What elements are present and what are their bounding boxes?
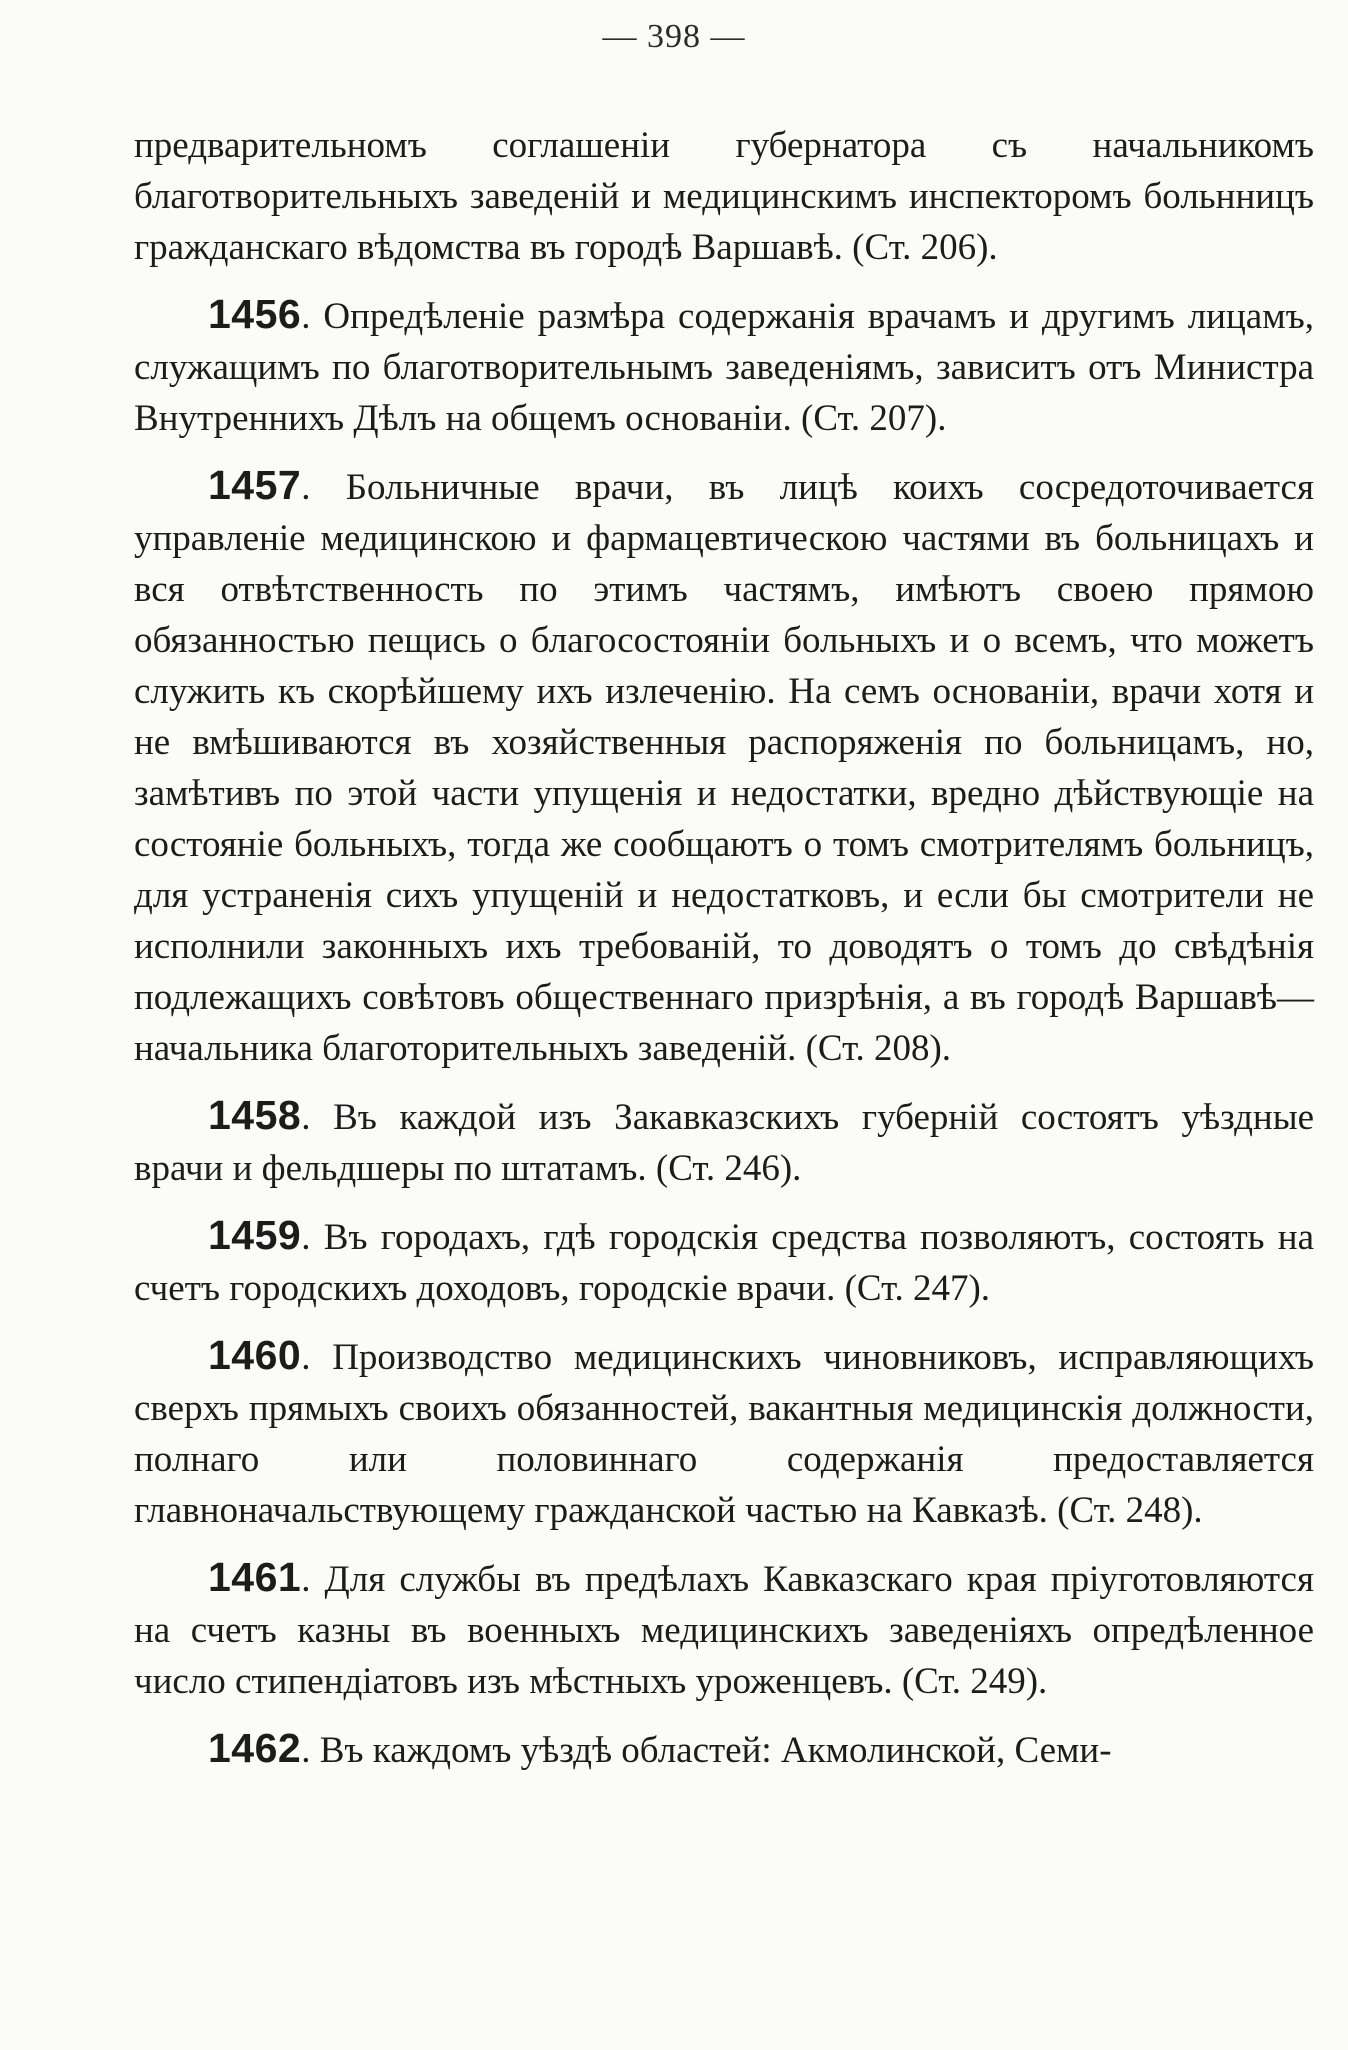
article-1456 — [134, 289, 1314, 444]
paragraph-text: . Въ городахъ, гдѣ городскiя средства позволяютъ, состоять на счетъ городскихъ доходовъ, городскiе врачи. (Ст. 247). — [134, 1217, 1314, 1309]
article-number: 1458 — [208, 1092, 302, 1138]
article-number: 1459 — [208, 1212, 302, 1258]
paragraph-continuation — [134, 120, 1314, 273]
paragraph-text: . Опредѣленiе размѣра содержанiя врачамъ и другимъ лицамъ, служащимъ по благотворительнымъ заведенiямъ, зависитъ отъ Министра Внутреннихъ Дѣлъ на общемъ основанiи. (Ст. 207). — [134, 296, 1314, 439]
article-1457 — [134, 460, 1314, 1074]
paragraph-text: . Въ каждомъ уѣздѣ областей: Акмолинской, Семи- — [301, 1730, 1112, 1771]
paragraph-text: . Въ каждой изъ Закавказскихъ губернiй состоятъ уѣздные врачи и фельдшеры по штатамъ. (Ст. 246). — [134, 1097, 1314, 1189]
article-number: 1460 — [208, 1332, 302, 1378]
article-1458 — [134, 1090, 1314, 1194]
article-1462 — [134, 1723, 1314, 1776]
article-number: 1461 — [208, 1554, 302, 1600]
paragraph-text: . Для службы въ предѣлахъ Кавказскаго края прiуготовляются на счетъ казны въ военныхъ медицинскихъ заведенiяхъ опредѣленное число стипендiатовъ изъ мѣстныхъ уроженцевъ. (Ст. 249). — [134, 1559, 1314, 1702]
paragraph-text: . Производство медицинскихъ чиновниковъ, исправляющихъ сверхъ прямыхъ своихъ обязанностей, вакантныя медицинскiя должности, полнаго или половиннаго содержанiя предоставляется главноначальствующему гражданской частью на Кавказѣ. (Ст. 248). — [134, 1337, 1314, 1531]
article-number: 1457 — [208, 462, 302, 508]
article-number: 1462 — [208, 1725, 302, 1771]
article-1459 — [134, 1210, 1314, 1314]
article-1460 — [134, 1330, 1314, 1536]
body-text — [134, 120, 1314, 1792]
article-1461 — [134, 1552, 1314, 1707]
page-number: — 398 — — [602, 18, 746, 55]
paragraph-text: . Больничные врачи, въ лицѣ коихъ сосредоточивается управленiе медицинскою и фармацевтическою частями въ больницахъ и вся отвѣтственность по этимъ частямъ, имѣютъ своею прямою обязанностью пещись о благосостоянiи больныхъ и о всемъ, что можетъ служить къ скорѣйшему ихъ излеченiю. На семъ основанiи, врачи хотя и не вмѣшиваются въ хозяйственныя распоряженiя по больницамъ, но, замѣтивъ по этой части упущенiя и недостатки, вредно дѣйствующiе на состоянiе больныхъ, тогда же сообщаютъ о томъ смотрителямъ больницъ, для устраненiя сихъ упущенiй и недостатковъ, и если бы смотрители не исполнили законныхъ ихъ требованiй, то доводятъ о томъ до свѣдѣнiя подлежащихъ совѣтовъ общественнаго призрѣнiя, а въ городѣ Варшавѣ—начальника благоторительныхъ заведенiй. (Ст. 208). — [134, 467, 1314, 1069]
article-number: 1456 — [208, 291, 302, 337]
paragraph-text: предварительномъ соглашенiи губернатора съ начальникомъ благотворительныхъ заведенiй и медицинскимъ инспекторомъ больнницъ гражданскаго вѣдомства въ городѣ Варшавѣ. (Ст. 206). — [134, 125, 1314, 268]
